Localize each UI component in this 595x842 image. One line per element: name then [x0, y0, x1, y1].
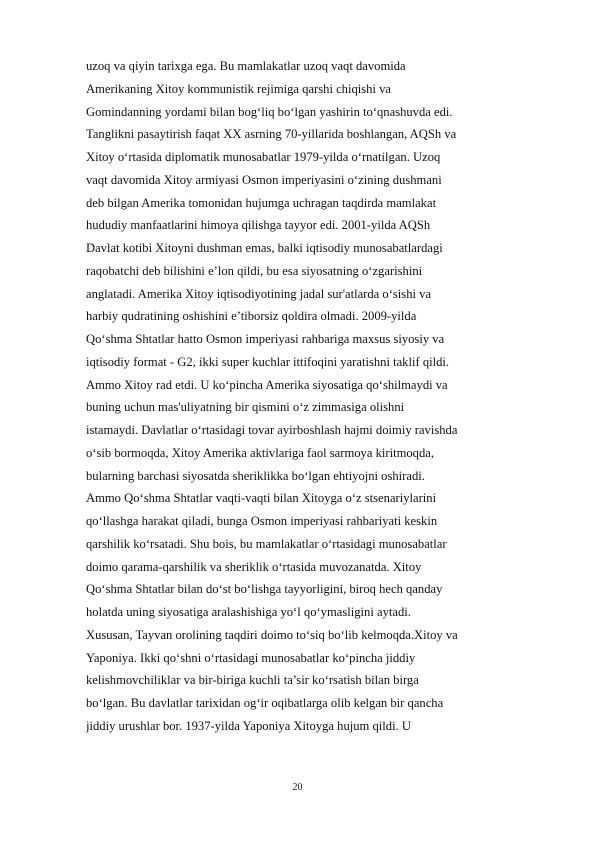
body-text — [86, 55, 556, 738]
text-line: istamaydi. Davlatlar o‘rtasidagi tovar ayirboshlash hajmi doimiy ravishda — [86, 423, 458, 437]
text-line: anglatadi. Amerika Xitoy iqtisodiyotining jadal sur'atlarda o‘sishi va — [86, 286, 432, 301]
text-line: holatda uning siyosatiga aralashishiga yo‘l qo‘ymasligini aytadi. — [86, 605, 411, 619]
text-line: kelishmovchiliklar va bir-biriga kuchli ta’sir ko‘rsatish bilan birga — [86, 673, 419, 688]
text-line: qo‘llashga harakat qiladi, bunga Osmon imperiyasi rahbariyati keskin — [86, 514, 438, 528]
text-line: o‘sib bormoqda, Xitoy Amerika aktivlariga faol sarmoya kiritmoqda, — [86, 445, 434, 460]
text-line: Xitoy o‘rtasida diplomatik munosabatlar 1979-yilda o‘rnatilgan. Uzoq — [86, 150, 441, 164]
text-line: iqtisodiy format - G2, ikki super kuchlar ittifoqini yaratishni taklif qildi. — [86, 354, 450, 369]
text-line: Yaponiya. Ikki qo‘shni o‘rtasidagi munosabatlar ko‘pincha jiddiy — [86, 650, 416, 665]
text-line: uzoq va qiyin tarixga ega. Bu mamlakatlar uzoq vaqt davomida — [86, 59, 406, 73]
page-number: 20 — [292, 782, 303, 793]
text-line: qarshilik ko‘rsatadi. Shu bois, bu mamlakatlar o‘rtasidagi munosabatlar — [86, 536, 447, 551]
text-line: Amerikaning Xitoy kommunistik rejimiga qarshi chiqishi va — [86, 81, 392, 96]
text-line: bularning barchasi siyosatda sheriklikka bo‘lgan ehtiyojni oshiradi. — [86, 468, 425, 483]
text-line: doimo qarama-qarshilik va sheriklik o‘rtasida muvozanatda. Xitoy — [86, 559, 422, 574]
text-line: Gomindanning yordami bilan bog‘liq bo‘lgan yashirin to‘qnashuvda edi. — [86, 104, 453, 119]
text-line: raqobatchi deb bilishini e’lon qildi, bu esa siyosatning o‘zgarishini — [86, 263, 423, 278]
text-line: Xususan, Tayvan orolining taqdiri doimo to‘siq bo‘lib kelmoqda.Xitoy va — [86, 627, 458, 642]
text-line: Davlat kotibi Xitoyni dushman emas, balki iqtisodiy munosabatlardagi — [86, 241, 443, 255]
text-line: buning uchun mas'uliyatning bir qismini o‘z zimmasiga olishni — [86, 400, 405, 415]
text-line: Qo‘shma Shtatlar bilan do‘st bo‘lishga tayyorligini, biroq hech qanday — [86, 582, 443, 597]
text-line: harbiy qudratining oshishini e’tiborsiz qoldira olmadi. 2009-yilda — [86, 309, 417, 324]
text-line: Qo‘shma Shtatlar hatto Osmon imperiyasi rahbariga maxsus siyosiy va — [86, 332, 445, 346]
text-line: deb bilgan Amerika tomonidan hujumga uchragan taqdirda mamlakat — [86, 195, 437, 210]
text-line: Ammo Qo‘shma Shtatlar vaqti-vaqti bilan Xitoyga o‘z stsenariylarini — [86, 491, 437, 506]
text-line: vaqt davomida Xitoy armiyasi Osmon imperiyasini o‘zining dushmani — [86, 172, 442, 187]
text-line: Tanglikni pasaytirish faqat XX asrning 70-yillarida boshlangan, AQSh va — [86, 127, 457, 142]
text-line: jiddiy urushlar bor. 1937-yilda Yaponiya Xitoyga hujum qildi. U — [86, 718, 411, 733]
text-line: Ammo Xitoy rad etdi. U ko‘pincha Amerika siyosatiga qo‘shilmaydi va — [86, 377, 448, 392]
text-line: bo‘lgan. Bu davlatlar tarixidan og‘ir oqibatlarga olib kelgan bir qancha — [86, 696, 444, 710]
text-line: hududiy manfaatlarini himoya qilishga tayyor edi. 2001-yilda AQSh — [86, 218, 431, 233]
